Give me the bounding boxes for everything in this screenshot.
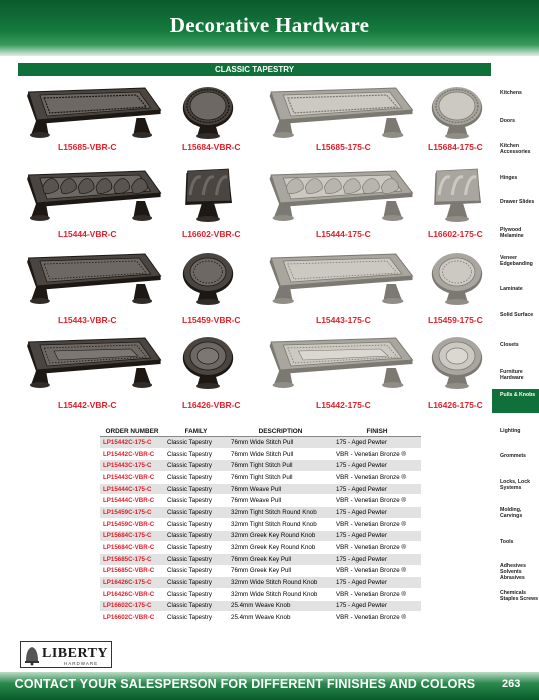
product-knob — [178, 248, 238, 311]
table-cell: VBR - Venetian Bronze ® — [333, 565, 421, 577]
page-number: 263 — [502, 678, 521, 690]
table-cell: Classic Tapestry — [164, 472, 228, 484]
table-cell: Classic Tapestry — [164, 448, 228, 460]
sidebar-item-label: Grommets — [500, 453, 526, 459]
sidebar-item-label: Pulls & Knobs — [500, 392, 536, 398]
table-cell: VBR - Venetian Bronze ® — [333, 495, 421, 507]
knob-image — [178, 332, 238, 390]
sidebar-item[interactable] — [492, 342, 539, 348]
table-row — [100, 472, 421, 484]
knob-image — [427, 248, 487, 306]
product-code-label: L16426-175-C — [428, 400, 483, 410]
product-knob — [427, 248, 487, 311]
col-family: FAMILY — [164, 426, 228, 437]
knob-image — [427, 332, 487, 390]
table-cell: 25.4mm Weave Knob — [228, 612, 333, 624]
page-title: Decorative Hardware — [169, 13, 370, 37]
table-row — [100, 588, 421, 600]
pull-image — [262, 248, 414, 306]
category-sidebar — [492, 80, 539, 635]
sidebar-item-label: Kitchen Accessories — [500, 143, 531, 155]
table-cell: 25.4mm Weave Knob — [228, 600, 333, 612]
table-cell: 32mm Tight Stitch Round Knob — [228, 507, 333, 519]
sidebar-item-label: Tools — [500, 539, 514, 545]
knob-image — [178, 82, 238, 140]
table-row — [100, 553, 421, 565]
product-pull — [262, 165, 414, 228]
spec-table — [100, 426, 421, 624]
table-cell: VBR - Venetian Bronze ® — [333, 588, 421, 600]
table-cell: 175 - Aged Pewter — [333, 553, 421, 565]
table-cell: Classic Tapestry — [164, 495, 228, 507]
table-row — [100, 600, 421, 612]
product-code-label: L15443-175-C — [316, 315, 371, 325]
table-cell: Classic Tapestry — [164, 600, 228, 612]
table-row — [100, 612, 421, 624]
table-cell: 32mm Wide Stitch Round Knob — [228, 577, 333, 589]
table-cell: LP15442C-175-C — [100, 437, 164, 449]
sidebar-item[interactable] — [492, 590, 539, 602]
product-pull — [20, 332, 162, 395]
product-code-label: L15459-VBR-C — [182, 315, 241, 325]
product-pull — [20, 165, 162, 228]
pull-image — [20, 248, 162, 306]
sidebar-item-label: Chemicals Staples Screws — [500, 590, 539, 602]
sidebar-item[interactable] — [492, 118, 539, 124]
product-code-label: L15684-175-C — [428, 142, 483, 152]
table-cell: 76mm Tight Stitch Pull — [228, 460, 333, 472]
table-cell: 175 - Aged Pewter — [333, 437, 421, 449]
sidebar-item[interactable] — [492, 453, 539, 459]
sidebar-item-label: Laminate — [500, 286, 523, 292]
product-pull — [20, 248, 162, 311]
sidebar-item[interactable] — [492, 90, 539, 96]
table-cell: LP15444C-VBR-C — [100, 495, 164, 507]
sidebar-item[interactable] — [492, 199, 539, 205]
sidebar-item-label: Molding, Carvings — [500, 507, 523, 519]
pull-image — [262, 332, 414, 390]
table-row — [100, 437, 421, 449]
table-cell: 32mm Greek Key Round Knob — [228, 542, 333, 554]
table-cell: Classic Tapestry — [164, 542, 228, 554]
sidebar-item[interactable] — [492, 539, 539, 545]
table-row — [100, 448, 421, 460]
product-knob — [427, 332, 487, 395]
table-cell: 32mm Tight Stitch Round Knob — [228, 518, 333, 530]
product-code-label: L16426-VBR-C — [182, 400, 241, 410]
table-cell: VBR - Venetian Bronze ® — [333, 542, 421, 554]
product-code-label: L16602-VBR-C — [182, 229, 241, 239]
product-code-label: L15684-VBR-C — [182, 142, 241, 152]
pull-image — [20, 165, 162, 223]
square-knob-image — [427, 165, 487, 223]
pull-image — [20, 82, 162, 140]
product-pull — [262, 82, 414, 145]
product-code-label: L15459-175-C — [428, 315, 483, 325]
table-header-row — [100, 426, 421, 437]
sidebar-item[interactable] — [492, 563, 539, 581]
table-row — [100, 530, 421, 542]
liberty-logo — [20, 641, 112, 668]
product-knob — [178, 332, 238, 395]
table-cell: 175 - Aged Pewter — [333, 507, 421, 519]
table-cell: LP15442C-VBR-C — [100, 448, 164, 460]
table-cell: LP15684C-VBR-C — [100, 542, 164, 554]
sidebar-item[interactable] — [492, 389, 539, 413]
table-cell: 175 - Aged Pewter — [333, 460, 421, 472]
sidebar-item-label: Veneer Edgebanding — [500, 255, 533, 267]
table-row — [100, 577, 421, 589]
product-code-label: L15685-175-C — [316, 142, 371, 152]
product-code-label: L15443-VBR-C — [58, 315, 117, 325]
col-description: DESCRIPTION — [228, 426, 333, 437]
table-row — [100, 518, 421, 530]
pull-image — [20, 332, 162, 390]
product-pull — [262, 332, 414, 395]
sidebar-item[interactable] — [492, 507, 539, 519]
table-cell: 76mm Wide Stitch Pull — [228, 437, 333, 449]
table-cell: Classic Tapestry — [164, 588, 228, 600]
table-cell: 76mm Wide Stitch Pull — [228, 448, 333, 460]
sidebar-item[interactable] — [492, 286, 539, 292]
square-knob-image — [178, 165, 238, 223]
table-row — [100, 507, 421, 519]
table-cell: VBR - Venetian Bronze ® — [333, 612, 421, 624]
table-cell: 76mm Tight Stitch Pull — [228, 472, 333, 484]
knob-image — [178, 248, 238, 306]
table-cell: 76mm Greek Key Pull — [228, 553, 333, 565]
sidebar-item-label: Solid Surface — [500, 312, 534, 318]
table-cell: 32mm Greek Key Round Knob — [228, 530, 333, 542]
table-cell: LP15459C-175-C — [100, 507, 164, 519]
table-cell: LP15443C-175-C — [100, 460, 164, 472]
sidebar-item-label: Furniture Hardware — [500, 369, 524, 381]
product-code-label: L16602-175-C — [428, 229, 483, 239]
table-cell: 175 - Aged Pewter — [333, 577, 421, 589]
table-cell: Classic Tapestry — [164, 565, 228, 577]
table-cell: LP15444C-175-C — [100, 483, 164, 495]
sidebar-item-label: Hinges — [500, 175, 518, 181]
pull-image — [262, 165, 414, 223]
table-row — [100, 483, 421, 495]
table-cell: LP16602C-VBR-C — [100, 612, 164, 624]
sidebar-item[interactable] — [492, 428, 539, 434]
table-cell: LP15459C-VBR-C — [100, 518, 164, 530]
table-cell: Classic Tapestry — [164, 577, 228, 589]
table-row — [100, 495, 421, 507]
table-cell: LP15443C-VBR-C — [100, 472, 164, 484]
table-cell: LP15684C-175-C — [100, 530, 164, 542]
table-cell: 76mm Weave Pull — [228, 495, 333, 507]
section-title-bar: CLASSIC TAPESTRY — [18, 63, 491, 76]
product-code-label: L15685-VBR-C — [58, 142, 117, 152]
table-cell: VBR - Venetian Bronze ® — [333, 518, 421, 530]
knob-image — [427, 82, 487, 140]
table-cell: LP16426C-175-C — [100, 577, 164, 589]
sidebar-item[interactable] — [492, 369, 539, 381]
logo-sub: HARDWARE — [64, 661, 99, 666]
table-cell: 175 - Aged Pewter — [333, 600, 421, 612]
table-cell: 175 - Aged Pewter — [333, 530, 421, 542]
sidebar-item-label: Drawer Slides — [500, 199, 535, 205]
table-cell: LP16426C-VBR-C — [100, 588, 164, 600]
table-cell: 76mm Greek Key Pull — [228, 565, 333, 577]
sidebar-item[interactable] — [492, 312, 539, 318]
table-cell: Classic Tapestry — [164, 460, 228, 472]
table-cell: 76mm Weave Pull — [228, 483, 333, 495]
table-cell: VBR - Venetian Bronze ® — [333, 472, 421, 484]
sidebar-item-label: Locks, Lock Systems — [500, 479, 530, 491]
sidebar-item[interactable] — [492, 255, 539, 267]
product-knob — [427, 82, 487, 145]
sidebar-item-label: Plywood Melamine — [500, 227, 524, 239]
product-square-knob — [178, 165, 238, 228]
sidebar-item[interactable] — [492, 227, 539, 239]
sidebar-item-label: Adhesives Solvents Abrasives — [500, 563, 526, 581]
sidebar-item[interactable] — [492, 143, 539, 155]
table-cell: Classic Tapestry — [164, 437, 228, 449]
sidebar-item-label: Doors — [500, 118, 515, 124]
table-cell: Classic Tapestry — [164, 530, 228, 542]
sidebar-item[interactable] — [492, 175, 539, 181]
col-finish: FINISH — [333, 426, 421, 437]
sidebar-item-label: Lighting — [500, 428, 521, 434]
product-square-knob — [427, 165, 487, 228]
table-cell: Classic Tapestry — [164, 483, 228, 495]
table-cell: LP16602C-175-C — [100, 600, 164, 612]
product-pull — [20, 82, 162, 145]
footer-text: CONTACT YOUR SALESPERSON FOR DIFFERENT FINISHES AND COLORS — [14, 677, 476, 691]
pull-image — [262, 82, 414, 140]
product-code-label: L15442-175-C — [316, 400, 371, 410]
table-cell: Classic Tapestry — [164, 553, 228, 565]
table-cell: 32mm Wide Stitch Round Knob — [228, 588, 333, 600]
table-cell: Classic Tapestry — [164, 518, 228, 530]
table-cell: VBR - Venetian Bronze ® — [333, 448, 421, 460]
product-code-label: L15444-175-C — [316, 229, 371, 239]
table-cell: LP15685C-175-C — [100, 553, 164, 565]
logo-name: LIBERTY — [42, 646, 109, 661]
col-order-number: ORDER NUMBER — [100, 426, 164, 437]
table-cell: Classic Tapestry — [164, 612, 228, 624]
table-cell: Classic Tapestry — [164, 507, 228, 519]
table-row — [100, 542, 421, 554]
product-knob — [178, 82, 238, 145]
product-code-label: L15442-VBR-C — [58, 400, 117, 410]
table-row — [100, 565, 421, 577]
table-row — [100, 460, 421, 472]
sidebar-item[interactable] — [492, 479, 539, 491]
product-pull — [262, 248, 414, 311]
table-cell: LP15685C-VBR-C — [100, 565, 164, 577]
sidebar-item-label: Kitchens — [500, 90, 522, 96]
product-code-label: L15444-VBR-C — [58, 229, 117, 239]
sidebar-item-label: Closets — [500, 342, 519, 348]
table-cell: 175 - Aged Pewter — [333, 483, 421, 495]
